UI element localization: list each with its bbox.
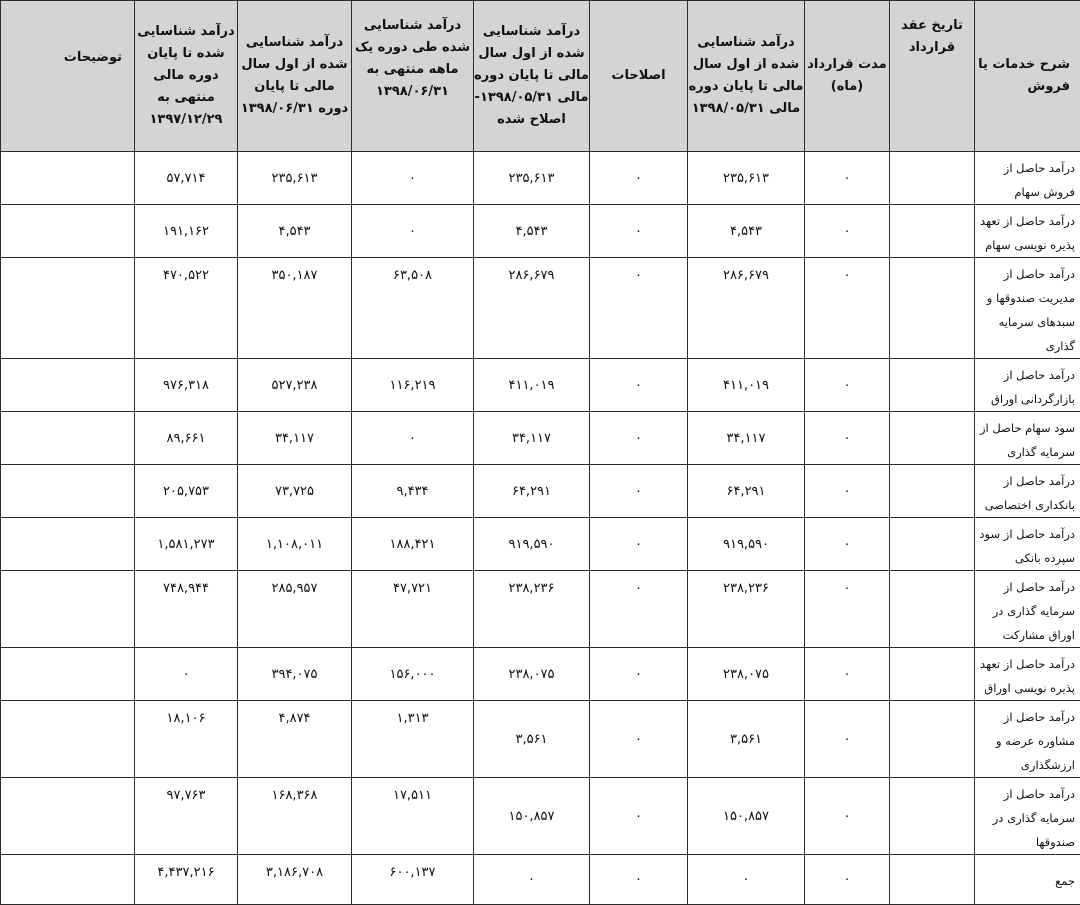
header-revenue-to-0531: درآمد شناسایی شده از اول سال مالی تا پایان دوره مالی ۱۳۹۸/۰۵/۳۱ (688, 1, 805, 152)
row-desc: درآمد حاصل از فروش سهام (975, 152, 1080, 205)
row-to-1397: ۹۷,۷۶۳ (135, 778, 238, 855)
row-contract-date (890, 778, 975, 855)
row-contract-date (890, 571, 975, 648)
row-adjustments: ۰ (590, 258, 688, 359)
total-to-1397: ۴,۴۳۷,۲۱۶ (135, 855, 238, 905)
row-to-1397: ۸۹,۶۶۱ (135, 412, 238, 465)
row-contract-date (890, 152, 975, 205)
total-to-0631: ۳,۱۸۶,۷۰۸ (238, 855, 352, 905)
table-row (1, 465, 1080, 518)
row-adjustments: ۰ (590, 648, 688, 701)
row-notes (1, 518, 135, 571)
row-one-month: ۱,۳۱۳ (352, 701, 474, 778)
row-notes (1, 701, 135, 778)
row-adjustments: ۰ (590, 778, 688, 855)
row-one-month: ۰ (352, 205, 474, 258)
total-duration: ۰ (805, 855, 890, 905)
header-notes: توضیحات (1, 1, 135, 152)
header-revenue-adjusted: درآمد شناسایی شده از اول سال مالی تا پایان دوره مالی ۱۳۹۸/۰۵/۳۱- اصلاح شده (474, 1, 590, 152)
row-revenue-adjusted: ۶۴,۲۹۱ (474, 465, 590, 518)
header-service-desc: شرح خدمات یا فروش (975, 1, 1080, 152)
row-to-0631: ۳۹۴,۰۷۵ (238, 648, 352, 701)
header-contract-duration: مدت قرارداد (ماه) (805, 1, 890, 152)
row-to-0631: ۳۵۰,۱۸۷ (238, 258, 352, 359)
total-contract-date (890, 855, 975, 905)
row-notes (1, 778, 135, 855)
row-one-month: ۹,۴۳۴ (352, 465, 474, 518)
row-desc: درآمد حاصل از تعهد پذیره نویسی سهام (975, 205, 1080, 258)
row-revenue-adjusted: ۳,۵۶۱ (474, 701, 590, 778)
table-row (1, 648, 1080, 701)
row-to-0631: ۴,۵۴۳ (238, 205, 352, 258)
row-revenue-adjusted: ۴,۵۴۳ (474, 205, 590, 258)
row-duration: ۰ (805, 205, 890, 258)
row-revenue-to-0531: ۳۴,۱۱۷ (688, 412, 805, 465)
row-duration: ۰ (805, 518, 890, 571)
header-revenue-to-1397: درآمد شناسایی شده تا پایان دوره مالی منتهی به ۱۳۹۷/۱۲/۲۹ (135, 1, 238, 152)
row-revenue-to-0531: ۲۳۵,۶۱۳ (688, 152, 805, 205)
row-revenue-adjusted: ۴۱۱,۰۱۹ (474, 359, 590, 412)
row-one-month: ۰ (352, 412, 474, 465)
row-duration: ۰ (805, 778, 890, 855)
header-revenue-to-0631: درآمد شناسایی شده از اول سال مالی تا پایان دوره ۱۳۹۸/۰۶/۳۱ (238, 1, 352, 152)
row-to-1397: ۰ (135, 648, 238, 701)
total-label: جمع (975, 855, 1080, 905)
header-row (1, 1, 1080, 152)
row-to-1397: ۴۷۰,۵۲۲ (135, 258, 238, 359)
row-duration: ۰ (805, 648, 890, 701)
row-to-1397: ۵۷,۷۱۴ (135, 152, 238, 205)
row-adjustments: ۰ (590, 465, 688, 518)
row-notes (1, 205, 135, 258)
row-revenue-to-0531: ۱۵۰,۸۵۷ (688, 778, 805, 855)
row-to-0631: ۱۶۸,۳۶۸ (238, 778, 352, 855)
table-row (1, 359, 1080, 412)
row-adjustments: ۰ (590, 359, 688, 412)
table-row (1, 412, 1080, 465)
row-contract-date (890, 518, 975, 571)
row-duration: ۰ (805, 258, 890, 359)
row-adjustments: ۰ (590, 571, 688, 648)
row-notes (1, 359, 135, 412)
row-duration: ۰ (805, 701, 890, 778)
row-desc: درآمد حاصل از مدیریت صندوقها و سبدهای سرمایه گذاری (975, 258, 1080, 359)
row-revenue-adjusted: ۲۳۵,۶۱۳ (474, 152, 590, 205)
row-one-month: ۱۷,۵۱۱ (352, 778, 474, 855)
row-one-month: ۶۳,۵۰۸ (352, 258, 474, 359)
row-desc: درآمد حاصل از بازارگردانی اوراق (975, 359, 1080, 412)
row-revenue-to-0531: ۹۱۹,۵۹۰ (688, 518, 805, 571)
row-notes (1, 152, 135, 205)
table-row (1, 258, 1080, 359)
row-to-1397: ۱,۵۸۱,۲۷۳ (135, 518, 238, 571)
header-adjustments: اصلاحات (590, 1, 688, 152)
total-revenue-to-0531: ۰ (688, 855, 805, 905)
row-desc: درآمد حاصل از تعهد پذیره نویسی اوراق (975, 648, 1080, 701)
row-desc: درآمد حاصل از سرمایه گذاری در صندوقها (975, 778, 1080, 855)
row-revenue-to-0531: ۶۴,۲۹۱ (688, 465, 805, 518)
total-adjustments: ۰ (590, 855, 688, 905)
row-revenue-to-0531: ۲۸۶,۶۷۹ (688, 258, 805, 359)
table-row (1, 778, 1080, 855)
row-desc: درآمد حاصل از مشاوره عرضه و ارزشگذاری (975, 701, 1080, 778)
row-contract-date (890, 701, 975, 778)
table-row (1, 205, 1080, 258)
row-to-1397: ۱۸,۱۰۶ (135, 701, 238, 778)
row-revenue-to-0531: ۴۱۱,۰۱۹ (688, 359, 805, 412)
row-to-1397: ۹۷۶,۳۱۸ (135, 359, 238, 412)
row-revenue-to-0531: ۲۳۸,۲۳۶ (688, 571, 805, 648)
row-revenue-to-0531: ۳,۵۶۱ (688, 701, 805, 778)
row-one-month: ۴۷,۷۲۱ (352, 571, 474, 648)
row-desc: درآمد حاصل از سود سپرده بانکی (975, 518, 1080, 571)
row-revenue-adjusted: ۳۴,۱۱۷ (474, 412, 590, 465)
total-notes (1, 855, 135, 905)
row-to-0631: ۷۳,۷۲۵ (238, 465, 352, 518)
table-row (1, 518, 1080, 571)
header-revenue-one-month: درآمد شناسایی شده طی دوره یک ماهه منتهی به ۱۳۹۸/۰۶/۳۱ (352, 1, 474, 152)
table-row (1, 571, 1080, 648)
row-adjustments: ۰ (590, 205, 688, 258)
row-to-0631: ۴,۸۷۴ (238, 701, 352, 778)
row-desc: درآمد حاصل از سرمایه گذاری در اوراق مشارکت (975, 571, 1080, 648)
row-to-0631: ۲۸۵,۹۵۷ (238, 571, 352, 648)
row-adjustments: ۰ (590, 518, 688, 571)
row-contract-date (890, 359, 975, 412)
row-revenue-to-0531: ۲۳۸,۰۷۵ (688, 648, 805, 701)
row-revenue-adjusted: ۱۵۰,۸۵۷ (474, 778, 590, 855)
row-notes (1, 412, 135, 465)
row-duration: ۰ (805, 152, 890, 205)
row-revenue-adjusted: ۲۸۶,۶۷۹ (474, 258, 590, 359)
row-one-month: ۱۸۸,۴۲۱ (352, 518, 474, 571)
row-notes (1, 465, 135, 518)
table-row (1, 701, 1080, 778)
row-to-1397: ۲۰۵,۷۵۳ (135, 465, 238, 518)
row-one-month: ۰ (352, 152, 474, 205)
row-duration: ۰ (805, 465, 890, 518)
row-to-0631: ۲۳۵,۶۱۳ (238, 152, 352, 205)
row-to-0631: ۵۲۷,۲۳۸ (238, 359, 352, 412)
row-to-1397: ۱۹۱,۱۶۲ (135, 205, 238, 258)
row-notes (1, 571, 135, 648)
row-revenue-to-0531: ۴,۵۴۳ (688, 205, 805, 258)
total-row (1, 855, 1080, 905)
row-duration: ۰ (805, 359, 890, 412)
row-to-0631: ۱,۱۰۸,۰۱۱ (238, 518, 352, 571)
header-contract-date: تاریخ عقد قرارداد (890, 1, 975, 152)
row-contract-date (890, 412, 975, 465)
total-one-month: ۶۰۰,۱۳۷ (352, 855, 474, 905)
row-desc: درآمد حاصل از بانکداری اختصاصی (975, 465, 1080, 518)
row-contract-date (890, 205, 975, 258)
row-adjustments: ۰ (590, 701, 688, 778)
row-revenue-adjusted: ۲۳۸,۰۷۵ (474, 648, 590, 701)
row-one-month: ۱۱۶,۲۱۹ (352, 359, 474, 412)
row-notes (1, 258, 135, 359)
row-one-month: ۱۵۶,۰۰۰ (352, 648, 474, 701)
row-to-1397: ۷۴۸,۹۴۴ (135, 571, 238, 648)
row-adjustments: ۰ (590, 152, 688, 205)
row-desc: سود سهام حاصل از سرمایه گذاری (975, 412, 1080, 465)
row-revenue-adjusted: ۲۳۸,۲۳۶ (474, 571, 590, 648)
row-contract-date (890, 258, 975, 359)
table-row (1, 152, 1080, 205)
row-notes (1, 648, 135, 701)
row-duration: ۰ (805, 571, 890, 648)
row-revenue-adjusted: ۹۱۹,۵۹۰ (474, 518, 590, 571)
row-contract-date (890, 465, 975, 518)
row-duration: ۰ (805, 412, 890, 465)
row-to-0631: ۳۴,۱۱۷ (238, 412, 352, 465)
row-adjustments: ۰ (590, 412, 688, 465)
total-revenue-adjusted: ۰ (474, 855, 590, 905)
row-contract-date (890, 648, 975, 701)
